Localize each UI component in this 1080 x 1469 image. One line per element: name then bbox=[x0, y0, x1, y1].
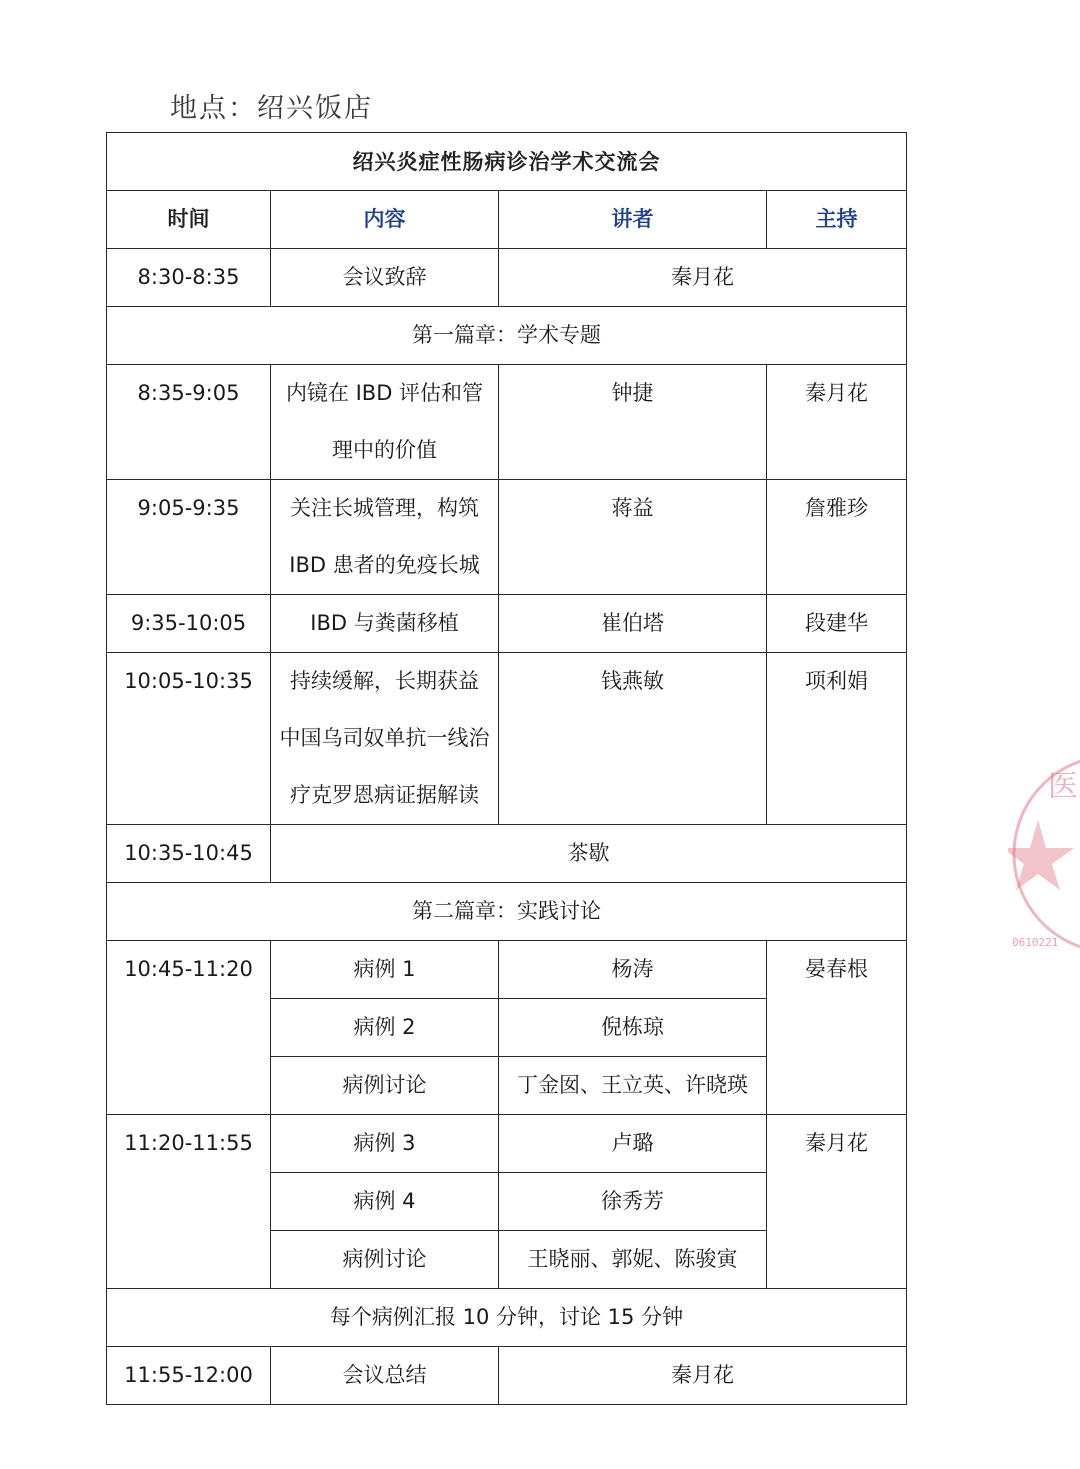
case-speaker: 丁金囡、王立英、许晓瑛 bbox=[499, 1057, 767, 1115]
break-content: 茶歇 bbox=[271, 825, 907, 883]
case-speaker: 杨涛 bbox=[499, 941, 767, 999]
talk-row bbox=[107, 480, 907, 595]
talk-time: 8:35-9:05 bbox=[107, 365, 271, 480]
talk-host: 秦月花 bbox=[767, 365, 907, 480]
talk-host: 段建华 bbox=[767, 595, 907, 653]
header-host: 主持 bbox=[767, 191, 907, 249]
talk-time: 10:05-10:35 bbox=[107, 653, 271, 825]
section-title-1: 第一篇章：学术专题 bbox=[107, 307, 907, 365]
case-speaker: 徐秀芳 bbox=[499, 1173, 767, 1231]
section-row bbox=[107, 883, 907, 941]
break-row bbox=[107, 825, 907, 883]
case-row bbox=[107, 941, 907, 999]
talk-speaker: 崔伯塔 bbox=[499, 595, 767, 653]
case-block-time: 10:45-11:20 bbox=[107, 941, 271, 1115]
seal-char: 医 bbox=[1048, 769, 1078, 804]
case-speaker: 王晓丽、郭妮、陈骏寅 bbox=[499, 1231, 767, 1289]
meeting-location: 地点：绍兴饭店 bbox=[170, 93, 373, 124]
talk-content-line: 关注长城管理，构筑 bbox=[290, 496, 479, 520]
talk-row bbox=[107, 365, 907, 480]
section-title-2: 第二篇章：实践讨论 bbox=[107, 883, 907, 941]
case-content: 病例 4 bbox=[271, 1173, 499, 1231]
title-row bbox=[107, 133, 907, 191]
talk-time: 9:35-10:05 bbox=[107, 595, 271, 653]
case-block-host: 晏春根 bbox=[767, 941, 907, 1115]
header-row bbox=[107, 191, 907, 249]
case-content: 病例 2 bbox=[271, 999, 499, 1057]
opening-time: 8:30-8:35 bbox=[107, 249, 271, 307]
official-seal-stamp bbox=[1008, 748, 1080, 960]
closing-time: 11:55-12:00 bbox=[107, 1347, 271, 1405]
talk-row bbox=[107, 653, 907, 825]
talk-content bbox=[271, 480, 499, 595]
talk-content-line: 持续缓解，长期获益 bbox=[290, 669, 479, 693]
note-row bbox=[107, 1289, 907, 1347]
opening-speaker: 秦月花 bbox=[499, 249, 907, 307]
talk-speaker: 钱燕敏 bbox=[499, 653, 767, 825]
break-time: 10:35-10:45 bbox=[107, 825, 271, 883]
header-speaker: 讲者 bbox=[499, 191, 767, 249]
talk-row bbox=[107, 595, 907, 653]
seal-code: 0610221 bbox=[1012, 936, 1059, 949]
case-speaker: 卢璐 bbox=[499, 1115, 767, 1173]
case-row bbox=[107, 1115, 907, 1173]
schedule-table bbox=[106, 132, 907, 1405]
talk-content: IBD 与粪菌移植 bbox=[271, 595, 499, 653]
case-content: 病例 1 bbox=[271, 941, 499, 999]
talk-content-line: 中国乌司奴单抗一线治 bbox=[279, 726, 490, 750]
closing-content: 会议总结 bbox=[271, 1347, 499, 1405]
header-content: 内容 bbox=[271, 191, 499, 249]
meeting-title: 绍兴炎症性肠病诊治学术交流会 bbox=[107, 133, 907, 191]
talk-content bbox=[271, 365, 499, 480]
talk-content bbox=[271, 653, 499, 825]
talk-content-line: 内镜在 IBD 评估和管 bbox=[285, 381, 484, 405]
case-content: 病例讨论 bbox=[271, 1057, 499, 1115]
talk-speaker: 钟捷 bbox=[499, 365, 767, 480]
talk-host: 项利娟 bbox=[767, 653, 907, 825]
case-content: 病例讨论 bbox=[271, 1231, 499, 1289]
header-time: 时间 bbox=[107, 191, 271, 249]
case-content: 病例 3 bbox=[271, 1115, 499, 1173]
seal-icon bbox=[1008, 748, 1080, 960]
case-speaker: 倪栋琼 bbox=[499, 999, 767, 1057]
section-row bbox=[107, 307, 907, 365]
case-block-time: 11:20-11:55 bbox=[107, 1115, 271, 1289]
talk-content-line: 疗克罗恩病证据解读 bbox=[290, 783, 479, 807]
case-block-host: 秦月花 bbox=[767, 1115, 907, 1289]
talk-content-line: 理中的价值 bbox=[332, 438, 437, 462]
closing-row bbox=[107, 1347, 907, 1405]
schedule-note: 每个病例汇报 10 分钟，讨论 15 分钟 bbox=[107, 1289, 907, 1347]
talk-content-line: IBD 患者的免疫长城 bbox=[289, 553, 480, 577]
opening-content: 会议致辞 bbox=[271, 249, 499, 307]
closing-speaker: 秦月花 bbox=[499, 1347, 907, 1405]
talk-speaker: 蒋益 bbox=[499, 480, 767, 595]
talk-time: 9:05-9:35 bbox=[107, 480, 271, 595]
opening-row bbox=[107, 249, 907, 307]
talk-host: 詹雅珍 bbox=[767, 480, 907, 595]
